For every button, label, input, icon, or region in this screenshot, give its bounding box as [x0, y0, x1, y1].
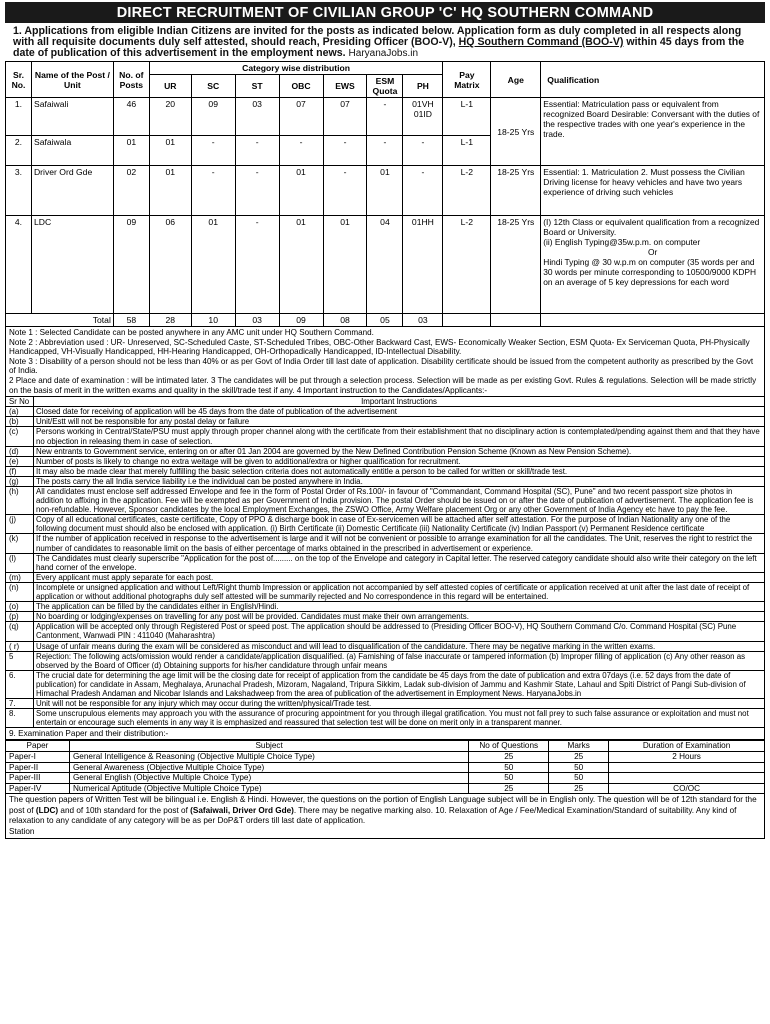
instruction-key: (o): [6, 602, 34, 612]
station-label: Station: [9, 826, 35, 836]
instruction-row: [6, 612, 765, 622]
col-st: ST: [235, 75, 279, 98]
instructions-col-no: Sr No: [6, 397, 34, 407]
cell-st: -: [235, 166, 279, 216]
exam-col-marks: Marks: [549, 741, 609, 752]
footer-text: The question papers of Written Test will be bilingual i.e. English & Hindi. However, the questions on the portion of English Language subject will be in English only. The question will be of 12th standard for the post of: [9, 795, 757, 815]
note-line: Note 1 : Selected Candidate can be posted anywhere in any AMC unit under HQ Southern Command.: [9, 328, 374, 337]
instruction-text: New entrants to Government service, entering on or after 01 Jan 2004 are governed by the New Defined Contribution Pension Scheme (Known as New Pension Scheme).: [34, 446, 765, 456]
col-qual: Qualification: [541, 62, 765, 98]
exam-cell-duration: [609, 773, 765, 784]
exam-cell-subject: General Intelligence & Reasoning (Objective Multiple Choice Type): [69, 751, 468, 762]
col-ur: UR: [149, 75, 191, 98]
instruction-key: (k): [6, 534, 34, 553]
instruction-row: [6, 466, 765, 476]
instruction-key: ( r): [6, 641, 34, 651]
notice-page: [5, 0, 765, 839]
instruction-text: No boarding or lodging/expenses on travelling for any post will be provided. Candidates must make their own arrangements.: [34, 612, 765, 622]
total-row: [6, 314, 765, 327]
intro-text-1: 1. Applications from eligible Indian Citizens are invited for the posts as indicated below. Application form as duly completed in all respects along with all requisite documents duly self attested, should reach, Presiding Officer (BOO-V),: [13, 25, 742, 48]
col-obc: OBC: [279, 75, 323, 98]
instruction-row: [6, 553, 765, 572]
instruction-text: It may also be made clear that merely fulfilling the basic selection criteria does not automatically entitle a person to be called for written or skill/trade test.: [34, 466, 765, 476]
instructions-table: [5, 396, 765, 728]
exam-cell-subject: General Awareness (Objective Multiple Choice Type): [69, 762, 468, 773]
cell-esm: -: [367, 98, 403, 136]
exam-cell-paper: Paper-I: [6, 751, 70, 762]
cell-obc: -: [279, 136, 323, 166]
total-label: Total: [6, 314, 114, 327]
notice-title: DIRECT RECRUITMENT OF CIVILIAN GROUP 'C' HQ SOUTHERN COMMAND: [5, 2, 765, 23]
exam-cell-duration: [609, 762, 765, 773]
cell-pay: L-2: [443, 166, 491, 216]
col-posts: No. of Posts: [113, 62, 149, 98]
instruction-row: [6, 602, 765, 612]
cell-post-name: Driver Ord Gde: [31, 166, 113, 216]
footer-text: . There may be negative marking also. 10. Relaxation of Age / Fee/Medical Examination/Standard of suitability. Any kind of relaxation to any candidate of any category will be as per DoP&T orders till last date of application.: [9, 805, 737, 826]
instruction-key: 5: [6, 651, 34, 670]
instruction-text: Closed date for receiving of application will be 45 days from the date of publication of the advertisement: [34, 407, 765, 417]
qual-line: Hindi Typing @ 30 w.p.m on computer (35 words per and 30 words per minute corresponding to 10500/9000 KDPH on an average of 5 key depressions for each word: [543, 257, 757, 287]
cell-age: 18-25 Yrs: [491, 166, 541, 216]
cell-sc: -: [191, 136, 235, 166]
instruction-key: (l): [6, 553, 34, 572]
footer-paragraph: [5, 794, 765, 839]
instruction-key: (j): [6, 515, 34, 534]
instruction-text: Some unscrupulous elements may approach you with the assurance of procuring appointment for you through illegal gratification. You must not fall prey to such false assurance or exploitation and must not entertain or encourage such elements in any way it is emphasized and reassured that selection test will be done on merit only in a transparent manner.: [34, 709, 765, 728]
instruction-text: The crucial date for determining the age limit will be the closing date for receipt of application from the candidate be 45 days from the date of publication and extra 07days (i.e. 52 days from the date of publication) for candidate in Assam, Meghalaya, Arunachal Pradesh, Mizoram, Nagaland, Tripura Sikkim, Ladak sub-division of Jammu and Kashmir State, Lahaul and Spiti District of Pangi Sub-division of Himachal Pradesh Andaman and Nicobar Islands and Lakshadweep from the area of publication of the advertisement in Employment News. HaryanaJobs.in: [34, 670, 765, 698]
instruction-text: Application will be accepted only through Registered Post or speed post. The application should be addressed to (Presiding Officer BOO-V), HQ Southern Command C/o. Command Hospital (SC) Pune Cantonment, Wanwadi PIN : 411040 (Maharashtra): [34, 622, 765, 641]
exam-cell-questions: 25: [469, 751, 549, 762]
cell-sr: 1.: [6, 98, 32, 136]
instruction-key: (h): [6, 487, 34, 515]
exam-col-subject: Subject: [69, 741, 468, 752]
instruction-row: [6, 699, 765, 709]
cell-age: 18-25 Yrs: [491, 98, 541, 166]
cell-esm: 01: [367, 166, 403, 216]
exam-col-questions: No of Questions: [469, 741, 549, 752]
intro-paragraph: [5, 23, 765, 61]
qual-line: Or: [647, 247, 658, 257]
cell-posts: 01: [113, 136, 149, 166]
col-ews: EWS: [323, 75, 367, 98]
total-sc: 10: [191, 314, 235, 327]
cell-st: 03: [235, 98, 279, 136]
col-age: Age: [491, 62, 541, 98]
note-line: 2 Place and date of examination : will be intimated later. 3 The candidates will be put through a selection process. Selection will be made as per existing Govt. Rules & regulations. Selection will be made strictly on the basis of merit in the written exams and quality in the skill/trade test if any. 4 Important instruction to the Candidates/Applicants:-: [9, 375, 757, 395]
note-line: Note 3 : Disability of a person should not be less than 40% or as per Govt of India Order till last date of application. Disability certificate should be issued from the competent authority as prescribed by the Govt of India.: [9, 356, 754, 376]
cell-pay: L-1: [443, 98, 491, 136]
exam-cell-marks: 25: [549, 751, 609, 762]
instruction-row: [6, 572, 765, 582]
instruction-row: [6, 456, 765, 466]
instruction-text: Incomplete or unsigned application and without Left/Right thumb Impression or application not accompanied by self attested copies of certificate or application received at unit after the last date of receipt of application or without additional photographs duly self attested will be summarily rejected and No correspondence in this regard will be entertained.: [34, 582, 765, 601]
exam-cell-questions: 25: [469, 783, 549, 794]
total-posts: 58: [113, 314, 149, 327]
exam-cell-marks: 50: [549, 773, 609, 784]
instruction-key: (d): [6, 446, 34, 456]
cell-posts: 46: [113, 98, 149, 136]
col-name: Name of the Post / Unit: [31, 62, 113, 98]
total-st: 03: [235, 314, 279, 327]
exam-col-paper: Paper: [6, 741, 70, 752]
exam-cell-paper: Paper-III: [6, 773, 70, 784]
qual-line: (ii) English Typing@35w.p.m. on computer: [543, 237, 701, 247]
cell-ur: 06: [149, 216, 191, 314]
cell-ur: 01: [149, 136, 191, 166]
cell-pay: L-2: [443, 216, 491, 314]
exam-table: [5, 740, 765, 794]
cell-obc: 01: [279, 166, 323, 216]
instruction-text: Unit will not be responsible for any injury which may occur during the written/physical/Trade test.: [34, 699, 765, 709]
vacancy-table: [5, 61, 765, 327]
total-ews: 08: [323, 314, 367, 327]
total-ur: 28: [149, 314, 191, 327]
instruction-key: (g): [6, 476, 34, 486]
footer-text: and of 10th standard for the post of: [58, 805, 191, 815]
instruction-key: (b): [6, 417, 34, 427]
cell-post-name: LDC: [31, 216, 113, 314]
cell-qualification: [541, 216, 765, 314]
cell-sr: 3.: [6, 166, 32, 216]
instruction-row: [6, 582, 765, 601]
cell-ph: -: [403, 136, 443, 166]
cell-qualification: Essential: 1. Matriculation 2. Must possess the Civilian Driving license for heavy vehicles and have two years experience of driving such vehicles: [541, 166, 765, 216]
exam-cell-marks: 25: [549, 783, 609, 794]
instruction-key: 7.: [6, 699, 34, 709]
exam-cell-subject: Numerical Aptitude (Objective Multiple Choice Type): [69, 783, 468, 794]
cell-ph: -: [403, 166, 443, 216]
cell-esm: 04: [367, 216, 403, 314]
instruction-row: [6, 476, 765, 486]
instruction-text: Usage of unfair means during the exam will be considered as misconduct and will lead to disqualification of the candidature. There may be negative marking in the written exams.: [34, 641, 765, 651]
total-obc: 09: [279, 314, 323, 327]
col-ph: PH: [403, 75, 443, 98]
cell-post-name: Safaiwali: [31, 98, 113, 136]
instruction-text: If the number of application received in response to the advertisement is large and it will not be convenient or possible to arrange examination for all the candidates. The Unit, reserves the right to restrict the number of candidates to reasonable limit on the basis of either percentage of marks obtained in the prescribed in advertisement or experience.: [34, 534, 765, 553]
cell-obc: 07: [279, 98, 323, 136]
instruction-key: (f): [6, 466, 34, 476]
instruction-row: [6, 651, 765, 670]
cell-posts: 02: [113, 166, 149, 216]
col-pay: Pay Matrix: [443, 62, 491, 98]
cell-qualification: Essential: Matriculation pass or equivalent from recognized Board Desirable: Conversant with the duties of the respective trades with one year's experience in the trade.: [541, 98, 765, 166]
notes-block: [5, 327, 765, 396]
instruction-row: [6, 515, 765, 534]
exam-cell-paper: Paper-IV: [6, 783, 70, 794]
cell-posts: 09: [113, 216, 149, 314]
note-line: Note 2 : Abbreviation used : UR- Unreserved, SC-Scheduled Caste, ST-Scheduled Tribes, OBC-Other Backward Cast, EWS- Economically Weaker Section, ESM Quota- Ex Serviceman Quota, PH-Physically Handicapped, VH-Visually Handicapped, HH-Hearing Handicapped, OH-Orthopadically Handicapped, ID-Intellectual Disability.: [9, 337, 750, 357]
instruction-text: All candidates must enclose self addressed Envelope and fee in the form of Postal Order of Rs.100/- in favour of "Commandant, Command Hospital (SC), Pune" and two recent passport size photos in addition to affixing in the application. Fee will be exempted as per Government of India provision. The postal Order should be issued on or after the date of publication of advertisement. The application fee is non-refundable. However, Sponsor candidates by the local Employment Exchanges, the ZSWO Office, Army Welfare placement Org or any other Government of India Agency etc have to pay the fee.: [34, 487, 765, 515]
instruction-text: Copy of all educational certificates, caste certificate, Copy of PPO & discharge book in case of Ex-servicemen will be attached after self attestation. For the purpose of Indian Nationality any one of the following document must should also be enclosed with application. (i) Birth Certificate (ii) Domestic Certificate (iii) Nationality Certificate (iv) Indian Passport (v) Permanent Residence certificate: [34, 515, 765, 534]
cell-ph: 01HH: [403, 216, 443, 314]
cell-ur: 20: [149, 98, 191, 136]
exam-row: [6, 751, 765, 762]
instruction-key: 6.: [6, 670, 34, 698]
exam-cell-marks: 50: [549, 762, 609, 773]
cell-pay: L-1: [443, 136, 491, 166]
cell-sr: 4.: [6, 216, 32, 314]
instruction-row: [6, 622, 765, 641]
exam-row: [6, 773, 765, 784]
exam-cell-duration: 2 Hours: [609, 751, 765, 762]
cell-ews: -: [323, 166, 367, 216]
cell-st: -: [235, 136, 279, 166]
instruction-text: Number of posts is likely to change no extra weitage will be given to additional/extra or higher qualification for recruitment.: [34, 456, 765, 466]
cell-sc: 09: [191, 98, 235, 136]
footer-bold: (Safaiwali, Driver Ord Gde): [190, 805, 294, 815]
exam-cell-subject: General English (Objective Multiple Choice Type): [69, 773, 468, 784]
total-ph: 03: [403, 314, 443, 327]
instruction-key: (n): [6, 582, 34, 601]
instruction-row: [6, 446, 765, 456]
instruction-row: [6, 641, 765, 651]
cell-ews: -: [323, 136, 367, 166]
instruction-text: The posts carry the all India service liability i.e the individual can be posted anywhere in India.: [34, 476, 765, 486]
instruction-text: Rejection: The following acts/omission would render a candidate/application disqualified. (a) Famishing of false inaccurate or tampered information (b) Improper filling of application (c) Any other reason as observed by the Board of Officer (d) Obtaining supports for his/her candidature through unfair means: [34, 651, 765, 670]
col-category: Category wise distribution: [149, 62, 443, 75]
exam-row: [6, 783, 765, 794]
instruction-row: [6, 427, 765, 446]
exam-cell-paper: Paper-II: [6, 762, 70, 773]
exam-col-duration: Duration of Examination: [609, 741, 765, 752]
cell-ews: 07: [323, 98, 367, 136]
qual-line: (I) 12th Class or equivalent qualification from a recognized Board or University.: [543, 217, 760, 237]
exam-row: [6, 762, 765, 773]
instruction-row: [6, 487, 765, 515]
exam-cell-questions: 50: [469, 773, 549, 784]
table-row: [6, 166, 765, 216]
intro-text-2: within 45 days from the date of publication of this advertisement in the employment news.: [13, 36, 745, 59]
instructions-col-title: Important Instructions: [34, 397, 765, 407]
exam-cell-questions: 50: [469, 762, 549, 773]
cell-sc: 01: [191, 216, 235, 314]
instruction-row: [6, 417, 765, 427]
table-row: [6, 216, 765, 314]
cell-age: 18-25 Yrs: [491, 216, 541, 314]
instruction-row: [6, 670, 765, 698]
instruction-text: The application can be filled by the candidates either in English/Hindi.: [34, 602, 765, 612]
instruction-text: Unit/Estt will not be responsible for any postal delay or failure: [34, 417, 765, 427]
cell-post-name: Safaiwala: [31, 136, 113, 166]
total-esm: 05: [367, 314, 403, 327]
instruction-key: (q): [6, 622, 34, 641]
cell-ph: 01VH 01ID: [403, 98, 443, 136]
footer-bold: (LDC): [35, 805, 59, 815]
instruction-text: Persons working in Central/State/PSU must apply through proper channel along with the certificate from their establishment that no disciplinary action is contemplated/pending against them and that they have no objection in releasing them in case of selection.: [34, 427, 765, 446]
cell-sc: -: [191, 166, 235, 216]
instruction-key: (e): [6, 456, 34, 466]
cell-st: -: [235, 216, 279, 314]
col-sc: SC: [191, 75, 235, 98]
instruction-text: The Candidates must clearly superscribe "Application for the post of......... on the top of the Envelope and category in Capital letter. The reserved category candidate should also write their category on the left hand corner of the envelope.: [34, 553, 765, 572]
instruction-key: (p): [6, 612, 34, 622]
instruction-row: [6, 709, 765, 728]
instruction-text: Every applicant must apply separate for each post.: [34, 572, 765, 582]
instruction-row: [6, 407, 765, 417]
col-sr: Sr. No.: [6, 62, 32, 98]
instruction-row: [6, 534, 765, 553]
instruction-key: 8.: [6, 709, 34, 728]
watermark-text: HaryanaJobs.in: [348, 48, 419, 59]
cell-ur: 01: [149, 166, 191, 216]
instruction-key: (c): [6, 427, 34, 446]
table-row: [6, 98, 765, 136]
cell-ews: 01: [323, 216, 367, 314]
exam-cell-duration: CO/OC: [609, 783, 765, 794]
cell-esm: -: [367, 136, 403, 166]
cell-obc: 01: [279, 216, 323, 314]
instruction-key: (m): [6, 572, 34, 582]
instruction-key: (a): [6, 407, 34, 417]
cell-sr: 2.: [6, 136, 32, 166]
intro-underlined: HQ Southern Command (BOO-V): [458, 36, 624, 48]
exam-heading: 9. Examination Paper and their distribution:-: [5, 728, 765, 740]
col-esm: ESM Quota: [367, 75, 403, 98]
